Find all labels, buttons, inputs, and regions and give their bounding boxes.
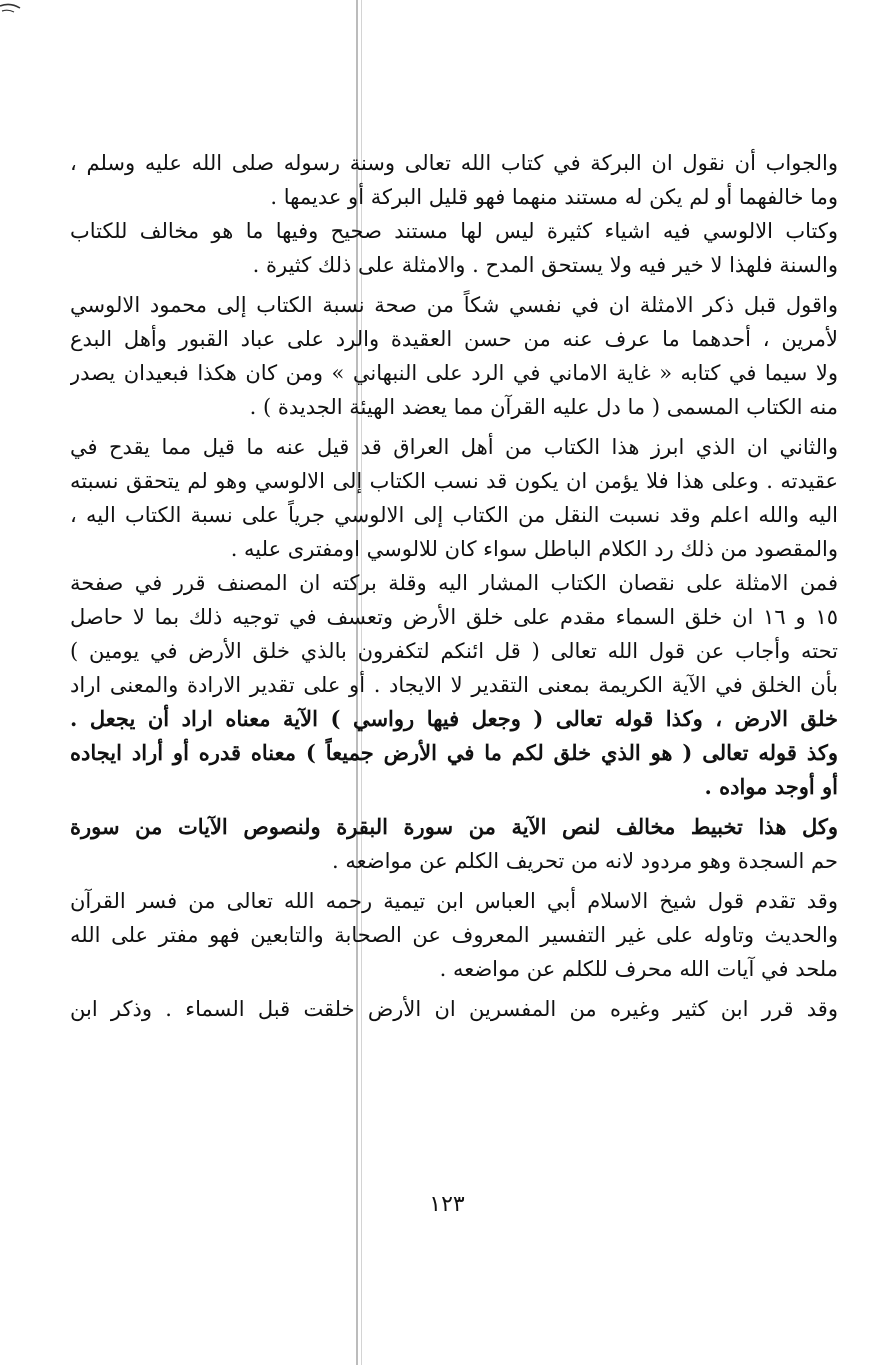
text-line: وقد قرر ابن كثير وغيره من المفسرين ان الأرض خلقت قبل السماء . وذكر ابن <box>70 997 838 1021</box>
text-line: والثاني ان الذي ابرز هذا الكتاب من أهل العراق قد قيل عنه ما قيل مما يقدح في <box>70 435 838 459</box>
paragraph-confusion <box>70 810 838 878</box>
paragraph-answer <box>70 146 838 214</box>
paragraph-examples <box>70 566 838 804</box>
paragraph-ibn-taymiyya <box>70 884 838 986</box>
text-line: ١٥ و ١٦ ان خلق السماء مقدم على خلق الأرض وتعسف في توجيه ذلك بما لا حاصل <box>70 605 838 629</box>
text-line: واقول قبل ذكر الامثلة ان في نفسي شكاً من صحة نسبة الكتاب إلى محمود الالوسي <box>70 293 838 317</box>
text-line: عقيدته . وعلى هذا فلا يؤمن ان يكون قد نسب الكتاب إلى الالوسي وهو لم يتحقق نسبته <box>70 469 838 493</box>
text-line: اليه والله اعلم وقد نسبت النقل من الكتاب إلى الالوسي جرياً على نسبة الكتاب اليه ، <box>70 503 838 527</box>
text-line: وكل هذا تخبيط مخالف لنص الآية من سورة البقرة ولنصوص الآيات من سورة <box>70 814 838 839</box>
body-text <box>70 146 838 1026</box>
paragraph-second-reason <box>70 430 838 566</box>
text-line: خلق الارض ، وكذا قوله تعالى ( وجعل فيها رواسي ) الآية معناه اراد أن يجعل . <box>70 706 838 731</box>
text-line: والجواب أن نقول ان البركة في كتاب الله تعالى وسنة رسوله صلى الله عليه وسلم ، <box>70 151 838 175</box>
text-line: أو أوجد مواده . <box>704 774 838 799</box>
corner-scan-mark-icon <box>0 0 22 16</box>
paragraph-ibn-kathir <box>70 992 838 1026</box>
text-line: بأن الخلق في الآية الكريمة بمعنى التقدير لا الايجاد . أو على تقدير الارادة والمعنى اراد <box>70 673 838 697</box>
paragraph-doubt <box>70 288 838 424</box>
text-line: وكتاب الالوسي فيه اشياء كثيرة ليس لها مستند صحيح وفيها ما هو مخالف للكتاب <box>70 219 838 243</box>
text-line: وقد تقدم قول شيخ الاسلام أبي العباس ابن تيمية رحمه الله تعالى من فسر القرآن <box>70 889 838 913</box>
text-line: وما خالفهما أو لم يكن له مستند منهما فهو قليل البركة أو عديمها . <box>270 185 838 209</box>
paragraph-alusi-book <box>70 214 838 282</box>
text-line: والسنة فلهذا لا خير فيه ولا يستحق المدح . والامثلة على ذلك كثيرة . <box>252 253 838 277</box>
text-line: ولا سيما في كتابه « غاية الاماني في الرد على النبهاني » ومن كان هكذا فبعيدان يصدر <box>70 361 838 385</box>
text-line: حم السجدة وهو مردود لانه من تحريف الكلم عن مواضعه . <box>332 849 838 873</box>
text-line: والحديث وتاوله على غير التفسير المعروف عن الصحابة والتابعين فهو مفتر على الله <box>70 923 838 947</box>
text-line: تحته وأجاب عن قول الله تعالى ( قل ائنكم لتكفرون بالذي خلق الأرض في يومين ) <box>70 639 838 663</box>
text-line: منه الكتاب المسمى ( ما دل عليه القرآن مما يعضد الهيئة الجديدة ) . <box>249 395 838 419</box>
text-line: فمن الامثلة على نقصان الكتاب المشار اليه وقلة بركته ان المصنف قرر في صفحة <box>70 571 838 595</box>
text-line: والمقصود من ذلك رد الكلام الباطل سواء كان للالوسي اومفترى عليه . <box>230 537 838 561</box>
text-line: لأمرين ، أحدهما ما عرف عنه من حسن العقيدة والرد على عباد القبور وأهل البدع <box>70 327 838 351</box>
page-number: ١٢٣ <box>429 1192 465 1217</box>
text-line: ملحد في آيات الله محرف للكلم عن مواضعه . <box>439 957 838 981</box>
text-line: وكذ قوله تعالى ( هو الذي خلق لكم ما في الأرض جميعاً ) معناه قدره أو أراد ايجاده <box>70 740 838 765</box>
